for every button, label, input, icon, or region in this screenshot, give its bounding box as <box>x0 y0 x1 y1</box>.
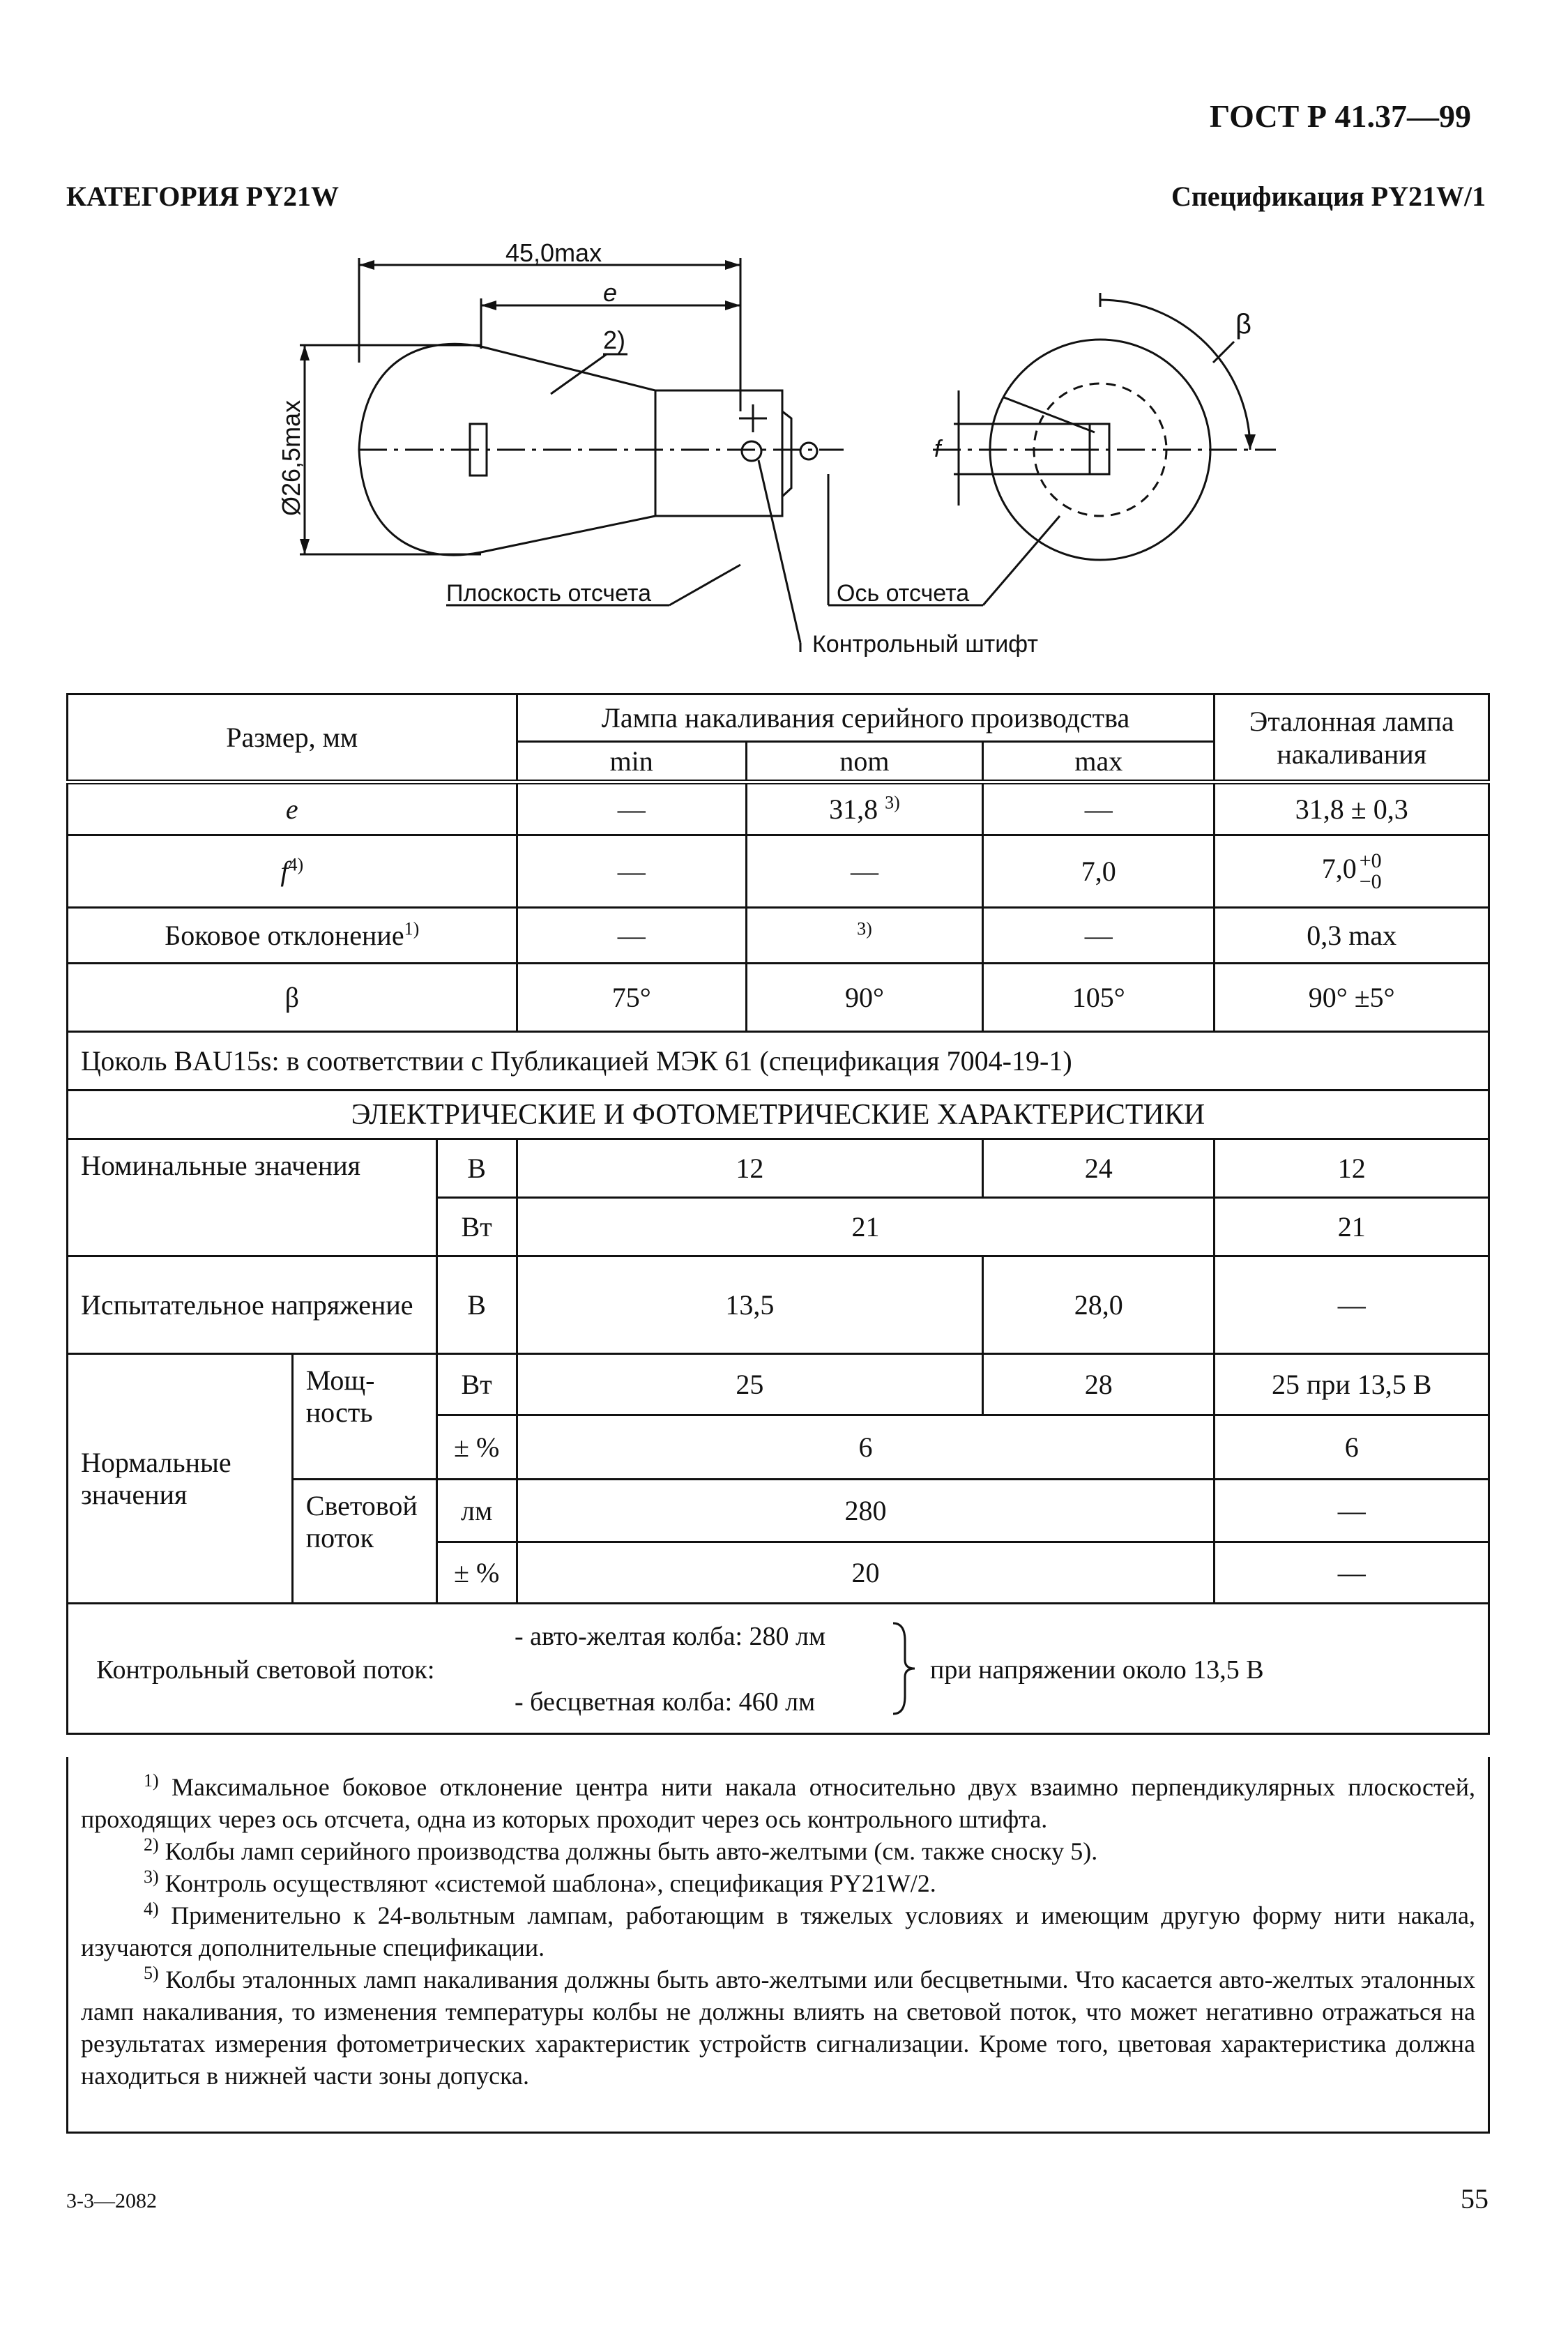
max-header: max <box>983 742 1215 782</box>
lamp-base <box>655 390 782 516</box>
note-2-label: 2) <box>603 326 626 354</box>
test-v-12: 13,5 <box>517 1256 983 1354</box>
base-note: Цоколь BAU15s: в соответствии с Публикацией МЭК 61 (спецификация 7004-19-1) <box>68 1032 1489 1091</box>
cell-min: — <box>517 908 746 964</box>
control-pin-label: Контрольный штифт <box>812 631 1038 658</box>
test-voltage-label: Испытательное напряжение <box>68 1256 437 1354</box>
row-name: β <box>68 964 517 1032</box>
nominal-v-ref: 12 <box>1215 1139 1489 1198</box>
power-24: 28 <box>983 1354 1215 1415</box>
beta-label: β <box>1235 309 1252 340</box>
flux-pct-ref: — <box>1215 1542 1489 1604</box>
footnotes <box>66 1757 1490 2134</box>
footnote-2 <box>81 1835 1475 1867</box>
dim-e-label: e <box>603 278 618 307</box>
reference-axis-label: Ось отсчета <box>837 580 970 607</box>
footnote-ref: 3) <box>885 792 900 813</box>
flux-lm-ref: — <box>1215 1480 1489 1542</box>
test-v-24: 28,0 <box>983 1256 1215 1354</box>
unit-w: Вт <box>436 1354 517 1415</box>
unit-w: Вт <box>436 1198 517 1256</box>
row-name <box>68 835 517 908</box>
footnote-mark: 1) <box>144 1770 159 1791</box>
tolerance-minus: −0 <box>1359 869 1382 893</box>
reference-plane-label: Плоскость отсчета <box>446 580 652 607</box>
table-row <box>68 835 1489 908</box>
table-row <box>68 908 1489 964</box>
nominal-w: 21 <box>517 1198 1215 1256</box>
footnote-text: Колбы ламп серийного производства должны быть авто-желтыми (см. также сноску 5). <box>165 1837 1098 1865</box>
nom-value: 31,8 <box>829 793 878 825</box>
unit-lm: лм <box>436 1480 517 1542</box>
dim-diameter-label: Ø26,5max <box>277 400 305 516</box>
unit-v: В <box>436 1139 517 1198</box>
nominal-v-24: 24 <box>983 1139 1215 1198</box>
cell-max: — <box>983 782 1215 835</box>
brace-icon <box>890 1620 918 1717</box>
footnote-ref: 3) <box>857 918 872 939</box>
row-name-text: f <box>280 856 289 887</box>
section-title: ЭЛЕКТРИЧЕСКИЕ И ФОТОМЕТРИЧЕСКИЕ ХАРАКТЕРИСТИКИ <box>68 1091 1489 1139</box>
row-name <box>68 908 517 964</box>
nominal-v-12: 12 <box>517 1139 983 1198</box>
nom-header: nom <box>746 742 982 782</box>
page-number: 55 <box>1461 2183 1489 2214</box>
cell-nom <box>746 908 982 964</box>
nominal-label: Номинальные значения <box>68 1139 437 1256</box>
unit-pct: ± % <box>436 1415 517 1480</box>
footnote-3 <box>81 1867 1475 1899</box>
normal-label: Нормальные значения <box>68 1354 293 1604</box>
power-ref: 25 при 13,5 В <box>1215 1354 1489 1415</box>
test-v-ref: — <box>1215 1256 1489 1354</box>
cell-ref: 31,8 ± 0,3 <box>1215 782 1489 835</box>
cell-max: 7,0 <box>983 835 1215 908</box>
cell-ref: 0,3 max <box>1215 908 1489 964</box>
cell-min: — <box>517 782 746 835</box>
cell-min: — <box>517 835 746 908</box>
cell-nom <box>746 782 982 835</box>
power-pct-ref: 6 <box>1215 1415 1489 1480</box>
footnote-mark: 4) <box>144 1899 159 1919</box>
power-label: Мощ-ность <box>292 1354 436 1480</box>
tolerance-plus: +0 <box>1359 849 1382 872</box>
footnote-text: Контроль осуществляют «системой шаблона», спецификация PY21W/2. <box>165 1869 936 1897</box>
category-title: КАТЕГОРИЯ PY21W <box>66 181 340 212</box>
cell-ref <box>1215 835 1489 908</box>
power-pct: 6 <box>517 1415 1215 1480</box>
lamp-drawing <box>0 223 1568 669</box>
row-name-text: Боковое отклонение <box>165 920 404 951</box>
dim-length-label: 45,0max <box>505 238 602 267</box>
flux-lm: 280 <box>517 1480 1215 1542</box>
table-row <box>68 782 1489 835</box>
control-flux-condition: при напряжении около 13,5 В <box>930 1655 1264 1685</box>
cell-ref: 90° ±5° <box>1215 964 1489 1032</box>
footnote-ref: 1) <box>404 918 420 939</box>
cell-max: 105° <box>983 964 1215 1032</box>
nominal-w-ref: 21 <box>1215 1198 1489 1256</box>
unit-pct: ± % <box>436 1542 517 1604</box>
footnote-ref: 4) <box>288 854 304 875</box>
power-12: 25 <box>517 1354 983 1415</box>
size-header: Размер, мм <box>68 694 517 782</box>
specification-title: Спецификация PY21W/1 <box>1171 181 1486 212</box>
standard-number: ГОСТ Р 41.37—99 <box>1210 98 1471 134</box>
footnote-mark: 5) <box>144 1963 159 1983</box>
cell-min: 75° <box>517 964 746 1032</box>
dim-f-label: f <box>934 436 941 462</box>
footnote-4 <box>81 1899 1475 1963</box>
footnote-mark: 3) <box>144 1867 159 1887</box>
row-name: e <box>68 782 517 835</box>
control-flux-cell <box>68 1604 1489 1734</box>
table-row <box>68 964 1489 1032</box>
control-flux-clear: - бесцветная колба: 460 лм <box>515 1687 816 1717</box>
footnote-text: Колбы эталонных ламп накаливания должны быть авто-желтыми или бесцветными. Что касается авто-желтых эталонных ламп накаливания, то изменения температуры колбы не должны влиять на световой поток, что может негативно отражаться на результатах измерения фотометрических характеристик устройств сигнализации. Кроме того, цветовая характеристика должна находиться в нижней части зоны допуска. <box>81 1966 1475 2090</box>
specification-table <box>66 693 1490 1735</box>
print-code: 3-3—2082 <box>66 2189 157 2212</box>
footnote-5 <box>81 1963 1475 2092</box>
unit-v: В <box>436 1256 517 1354</box>
control-flux-label: Контрольный световой поток: <box>96 1655 435 1685</box>
serial-header: Лампа накаливания серийного производства <box>517 694 1215 742</box>
ref-value: 7,0 <box>1321 852 1357 884</box>
cell-nom: — <box>746 835 982 908</box>
control-flux-yellow: - авто-желтая колба: 280 лм <box>515 1622 826 1651</box>
min-header: min <box>517 742 746 782</box>
flux-pct: 20 <box>517 1542 1215 1604</box>
footnote-mark: 2) <box>144 1834 159 1855</box>
footnote-1 <box>81 1771 1475 1835</box>
reference-header: Эталонная лампа накаливания <box>1215 694 1489 782</box>
cell-nom: 90° <box>746 964 982 1032</box>
footnote-text: Максимальное боковое отклонение центра нити накала относительно двух взаимно перпендикулярных плоскостей, проходящих через ось отсчета, одна из которых проходит через ось контрольного штифта. <box>81 1773 1475 1833</box>
flux-label: Световой поток <box>292 1480 436 1604</box>
cell-max: — <box>983 908 1215 964</box>
footnote-text: Применительно к 24-вольтным лампам, работающим в тяжелых условиях и имеющим другую форму нити накала, изучаются дополнительные спецификации. <box>81 1901 1475 1961</box>
